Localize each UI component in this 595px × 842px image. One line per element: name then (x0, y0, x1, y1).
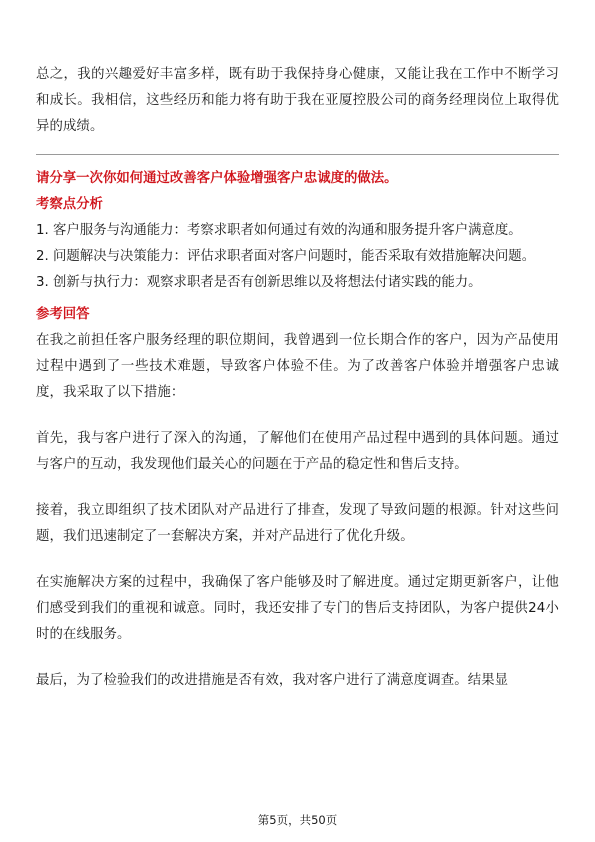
paragraph-gap (36, 478, 559, 498)
interview-question: 请分享一次你如何通过改善客户体验增强客户忠诚度的做法。 (36, 171, 398, 186)
answer-paragraph: 在我之前担任客户服务经理的职位期间，我曾遇到一位长期合作的客户，因为产品使用过程中遇到了一些技术难题，导致客户体验不佳。为了改善客户体验并增强客户忠诚度，我采取了以下措施： (36, 333, 559, 400)
paragraph-gap (36, 648, 559, 668)
section-divider (36, 154, 559, 155)
analysis-heading: 考察点分析 (36, 197, 103, 212)
page-content (36, 62, 559, 694)
analysis-item: 2. 问题解决与决策能力：评估求职者面对客户问题时，能否采取有效措施解决问题。 (36, 249, 536, 264)
paragraph-gap (36, 406, 559, 426)
page-number: 第5页，共50页 (257, 813, 338, 827)
answer-paragraph: 接着，我立即组织了技术团队对产品进行了排查，发现了导致问题的根源。针对这些问题，我们迅速制定了一套解决方案，并对产品进行了优化升级。 (36, 503, 559, 544)
answer-paragraph: 最后，为了检验我们的改进措施是否有效，我对客户进行了满意度调查。结果显 (36, 673, 509, 688)
paragraph-gap (36, 550, 559, 570)
intro-paragraph: 总之，我的兴趣爱好丰富多样，既有助于我保持身心健康，又能让我在工作中不断学习和成长。我相信，这些经历和能力将有助于我在亚厦控股公司的商务经理岗位上取得优异的成绩。 (36, 67, 559, 134)
answer-heading: 参考回答 (36, 307, 90, 322)
analysis-item: 1. 客户服务与沟通能力：考察求职者如何通过有效的沟通和服务提升客户满意度。 (36, 223, 522, 238)
analysis-item: 3. 创新与执行力：观察求职者是否有创新思维以及将想法付诸实践的能力。 (36, 275, 482, 290)
answer-paragraph: 首先，我与客户进行了深入的沟通，了解他们在使用产品过程中遇到的具体问题。通过与客户的互动，我发现他们最关心的问题在于产品的稳定性和售后支持。 (36, 431, 559, 472)
answer-paragraph: 在实施解决方案的过程中，我确保了客户能够及时了解进度。通过定期更新客户，让他们感受到我们的重视和诚意。同时，我还安排了专门的售后支持团队，为客户提供24小时的在线服务。 (36, 575, 559, 642)
